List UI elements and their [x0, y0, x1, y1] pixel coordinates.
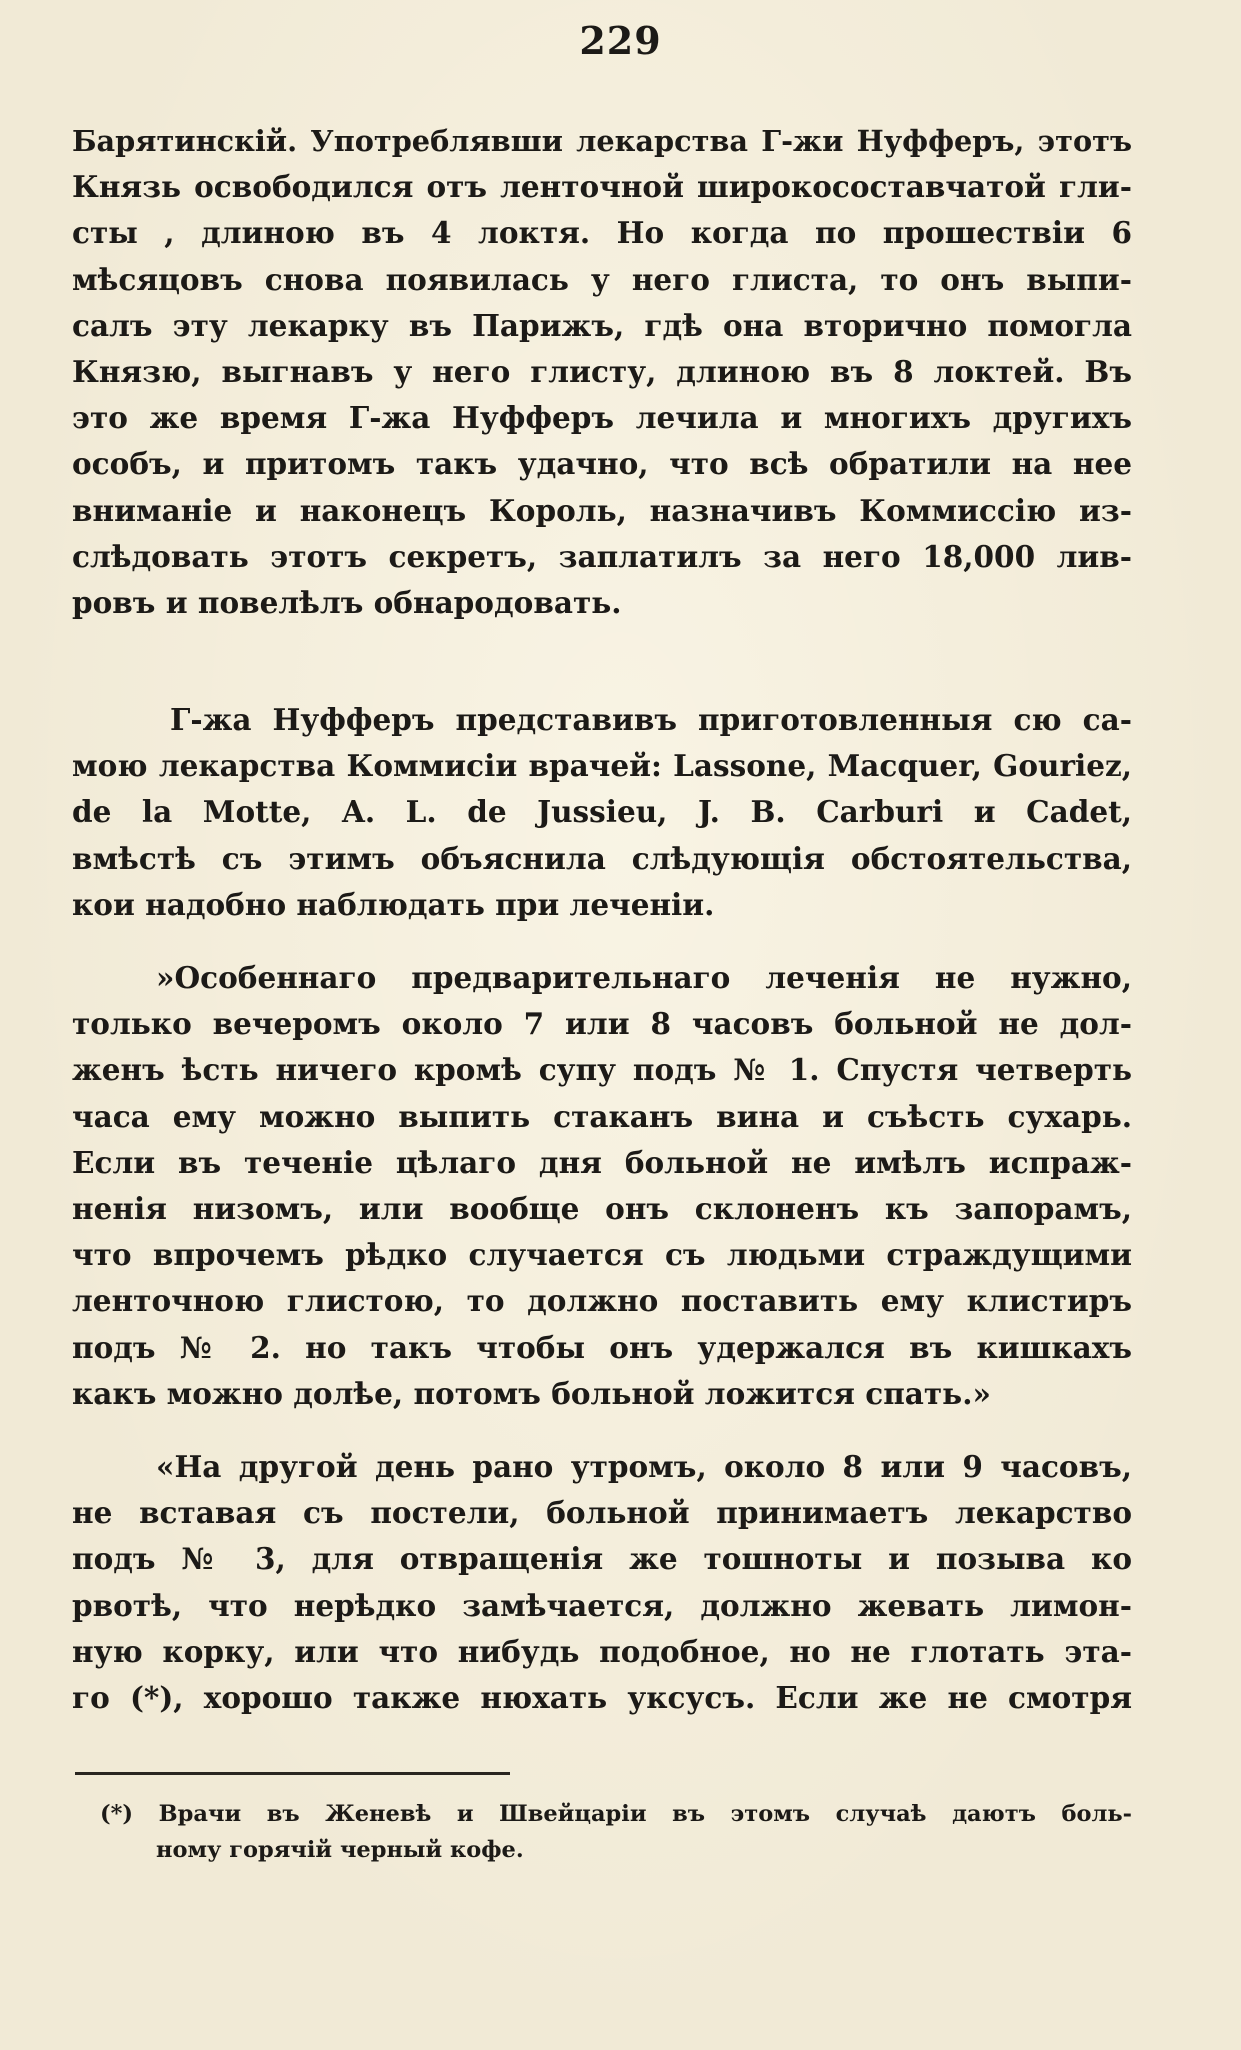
text-line: «На другой день рано утромъ, около 8 или 9 часовъ,	[156, 1449, 1132, 1484]
text-line: женъ ѣсть ничего кромѣ супу подъ № 1. Спустя четверть	[72, 1052, 1132, 1088]
text-line: что впрочемъ рѣдко случается съ людьми страждущими	[72, 1237, 1132, 1273]
text-line: мѣсяцовъ снова появилась у него глиста, то онъ выпи-	[72, 261, 1132, 297]
text-line: de la Motte, A. L. de Jussieu, J. B. Carburi и Cadet,	[72, 794, 1132, 830]
footnote-line: (*) Врачи въ Женевѣ и Швейцаріи въ этомъ случаѣ даютъ боль-	[100, 1801, 1132, 1827]
text-line: подъ № 2. но такъ чтобы онъ удержался въ кишкахъ	[72, 1329, 1132, 1365]
text-line: Князь освободился отъ ленточной широкосоставчатой гли-	[72, 169, 1132, 205]
text-line: только вечеромъ около 7 или 8 часовъ больной не дол-	[72, 1006, 1132, 1042]
text-line: слѣдовать этотъ секретъ, заплатилъ за него 18,000 лив-	[72, 538, 1132, 574]
paragraph-3	[72, 955, 1132, 1417]
text-line: часа ему можно выпить стаканъ вина и съѣсть сухарь.	[72, 1098, 1132, 1134]
text-line: ную корку, или что нибудь подобное, но не глотать эта-	[72, 1633, 1132, 1669]
paragraph-1	[72, 118, 1132, 626]
text-line: »Особеннаго предварительнаго леченія не нужно,	[156, 960, 1132, 995]
text-line: ненія низомъ, или вообще онъ склоненъ къ запорамъ,	[72, 1190, 1132, 1226]
text-line: подъ № 3, для отвращенія же тошноты и позыва ко	[72, 1541, 1132, 1577]
text-line: салъ эту лекарку въ Парижъ, гдѣ она вторично помогла	[72, 307, 1132, 343]
text-line: особъ, и притомъ такъ удачно, что всѣ обратили на нее	[72, 446, 1132, 482]
text-line: не вставая съ постели, больной принимаетъ лекарство	[72, 1495, 1132, 1531]
page-number: 229	[579, 18, 662, 63]
text-line: ленточною глистою, то должно поставить ему клистиръ	[72, 1283, 1132, 1319]
text-line: это же время Г-жа Нуфферъ лечила и многихъ другихъ	[72, 400, 1132, 436]
paragraph-4	[72, 1444, 1132, 1721]
text-line: сты , длиною въ 4 локтя. Но когда по прошествіи 6	[72, 215, 1132, 251]
text-line: вмѣстѣ съ этимъ объяснила слѣдующія обстоятельства,	[72, 840, 1132, 876]
footnote	[100, 1796, 1132, 1868]
paragraph-2	[72, 697, 1132, 928]
footnote-line: ному горячій черный кофе.	[156, 1837, 524, 1863]
text-line: Г-жа Нуфферъ представивъ приготовленныя сю са-	[170, 702, 1132, 737]
text-line: Князю, выгнавъ у него глисту, длиною въ 8 локтей. Въ	[72, 353, 1132, 389]
text-line: го (*), хорошо также нюхать уксусъ. Если же не смотря	[72, 1679, 1132, 1715]
text-line: Барятинскій. Употреблявши лекарства Г-жи Нуфферъ, этотъ	[72, 124, 1132, 158]
text-line: рвотѣ, что нерѣдко замѣчается, должно жевать лимон-	[72, 1587, 1132, 1623]
text-line: какъ можно долѣе, потомъ больной ложится спать.»	[72, 1375, 991, 1411]
text-line: Если въ теченіе цѣлаго дня больной не имѣлъ испраж-	[72, 1144, 1132, 1180]
footnote-divider	[75, 1772, 510, 1775]
text-line: вниманіе и наконецъ Король, назначивъ Коммиссію из-	[72, 492, 1132, 528]
text-line: мою лекарства Коммисіи врачей: Lassone, Macquer, Gouriez,	[72, 748, 1132, 784]
text-line: кои надобно наблюдать при леченіи.	[72, 886, 715, 922]
text-line: ровъ и повелѣлъ обнародовать.	[72, 584, 622, 620]
